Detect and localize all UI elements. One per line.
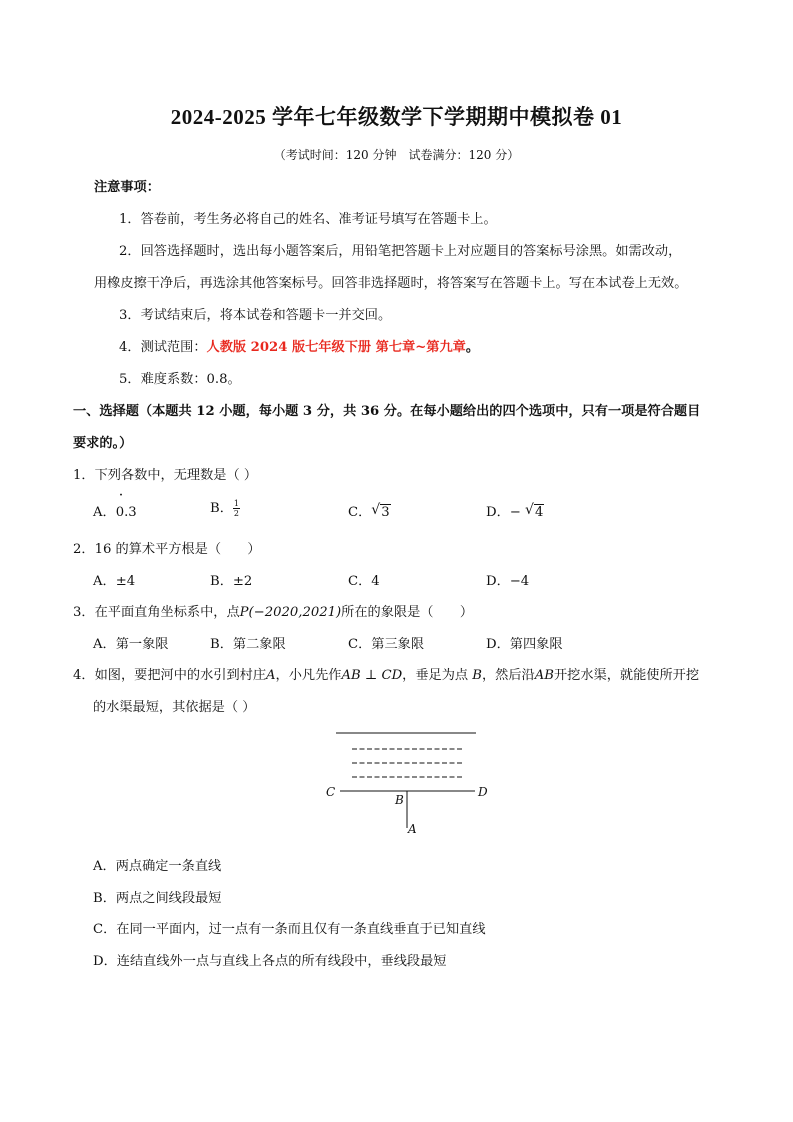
q4-option-a: A．两点确定一条直线	[93, 859, 222, 874]
notice-heading: 注意事项：	[94, 180, 160, 195]
notice-item-4-suffix: 。	[465, 340, 480, 355]
notice-item-4	[119, 336, 479, 355]
page-title: 2024-2025 学年七年级数学下学期期中模拟卷 01	[170, 105, 623, 129]
q4-stem-line2: 的水渠最短，其依据是（ ）	[93, 700, 256, 715]
section1-heading-line2: 要求的。）	[73, 436, 133, 451]
notice-item-1: 1．答卷前，考生务必将自己的姓名、准考证号填写在答题卡上。	[119, 212, 497, 227]
label-c: C	[326, 785, 336, 799]
q3-option-b: B．第二象限	[210, 637, 286, 652]
exam-info: （考试时间：120 分钟 试卷满分：120 分）	[273, 148, 520, 162]
q2-stem: 2．16 的算术平方根是（ ）	[73, 542, 261, 557]
q1-stem: 1．下列各数中，无理数是（ ）	[73, 468, 258, 483]
square-root: √ 3	[371, 502, 390, 520]
q4-option-b: B．两点之间线段最短	[93, 891, 222, 906]
notice-item-3: 3．考试结束后，将本试卷和答题卡一并交回。	[119, 308, 392, 323]
q1-option-a: A． ˙ 0.3	[93, 493, 137, 520]
q3-option-d: D．第四象限	[486, 637, 563, 652]
q2-option-a: A．±4	[93, 574, 136, 589]
notice-item-2-line2: 用橡皮擦干净后，再选涂其他答案标号。回答非选择题时，将答案写在答题卡上。写在本试卷上无效。	[94, 276, 688, 291]
section1-heading-line1: 一、选择题（本题共 12 小题，每小题 3 分，共 36 分。在每小题给出的四个选项中，只有一项是符合题目	[73, 404, 701, 419]
q4-option-d: D．连结直线外一点与直线上各点的所有线段中，垂线段最短	[93, 954, 447, 969]
q1-option-c: C． √ 3	[348, 502, 390, 520]
q4-option-c: C．在同一平面内，过一点有一条而且仅有一条直线垂直于已知直线	[93, 922, 486, 937]
fraction: $\frac{1}{2}$	[233, 499, 239, 518]
river-diagram	[320, 725, 500, 840]
point-p: P(−2020,2021)	[239, 605, 342, 620]
label-d: D	[478, 785, 488, 799]
q3-stem: 3．在平面直角坐标系中，点P(−2020,2021)所在的象限是（ ）	[73, 605, 474, 620]
q3-option-a: A．第一象限	[93, 637, 169, 652]
perpendicular-expr: AB ⊥ CD	[341, 668, 403, 683]
label-a: A	[408, 822, 417, 836]
q2-option-c: C．4	[348, 574, 380, 589]
q1-option-d: D．− √ 4	[486, 502, 544, 520]
q4-stem-line1: 4．如图，要把河中的水引到村庄A，小凡先作AB ⊥ CD，垂足为点 B，然后沿AB开挖水渠，就能使所开挖	[73, 668, 700, 683]
repeating-decimal: ˙ 0.3	[115, 493, 137, 520]
q2-option-b: B．±2	[210, 574, 253, 589]
q2-option-d: D．−4	[486, 574, 530, 589]
test-scope: 人教版 2024 版七年级下册 第七章~第九章	[206, 340, 466, 355]
notice-item-4-prefix: 4．测试范围：	[119, 340, 207, 355]
square-root: √ 4	[525, 502, 544, 520]
label-b: B	[395, 793, 404, 807]
notice-item-5: 5．难度系数：0.8。	[119, 372, 241, 387]
q1-option-b: B． $\frac{1}{2}$	[210, 499, 239, 518]
notice-item-2-line1: 2．回答选择题时，选出每小题答案后，用铅笔把答题卡上对应题目的答案标号涂黑。如需改动，	[119, 244, 682, 259]
q3-option-c: C．第三象限	[348, 637, 425, 652]
